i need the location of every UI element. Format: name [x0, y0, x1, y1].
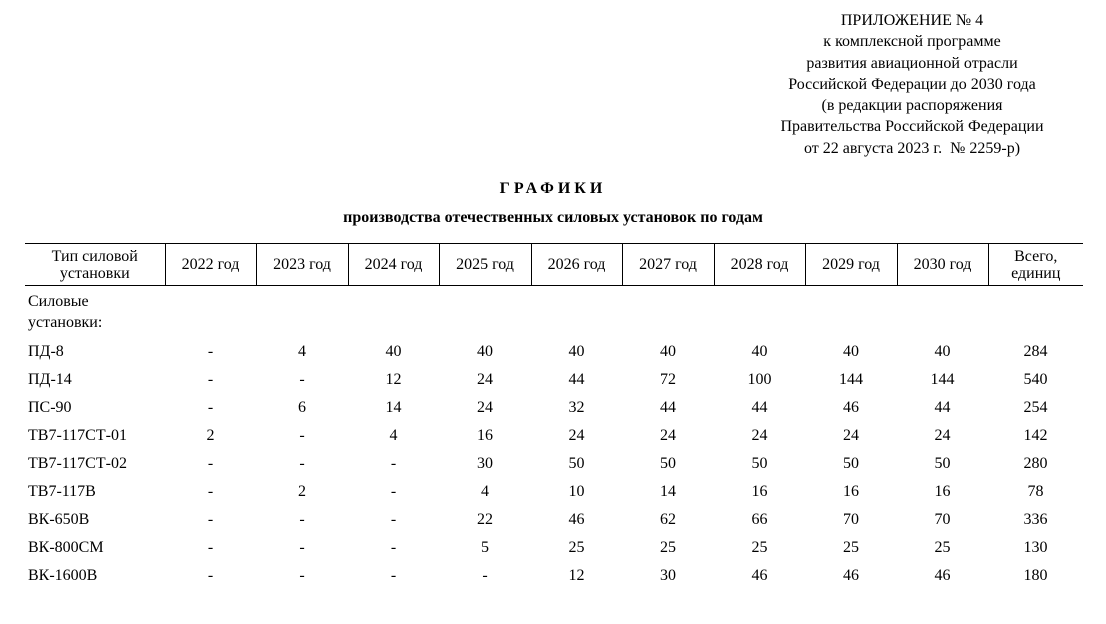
- year-value-cell: 5: [481, 539, 489, 556]
- year-value-cell: 40: [660, 343, 676, 360]
- year-value-cell: 24: [477, 399, 493, 416]
- column-header: 2026 год: [531, 244, 622, 286]
- year-value-cell: -: [207, 483, 214, 500]
- year-value-cell: 24: [568, 427, 585, 444]
- year-value-cell: 100: [747, 371, 772, 388]
- table-row: [25, 394, 1083, 422]
- year-value-cell: -: [299, 455, 305, 472]
- year-value-cell: 44: [660, 399, 676, 416]
- year-value-cell: 25: [660, 539, 676, 556]
- year-value-cell: -: [390, 511, 397, 528]
- year-value-cell: -: [299, 511, 305, 528]
- annex-line: (в редакции распоряжения: [821, 97, 1003, 115]
- year-value-cell: 24: [660, 427, 676, 444]
- year-value-cell: 46: [843, 567, 859, 584]
- table-row: [25, 422, 1083, 450]
- engine-name-cell: ТВ7-117СТ-02: [28, 455, 127, 472]
- year-value-cell: 40: [385, 343, 402, 360]
- year-value-cell: -: [207, 511, 214, 528]
- table-row: [25, 478, 1083, 506]
- year-value-cell: 44: [568, 371, 585, 388]
- year-value-cell: -: [390, 455, 397, 472]
- annex-line: от 22 августа 2023 г. № 2259-р): [803, 139, 1021, 157]
- year-value-cell: -: [482, 567, 488, 584]
- year-value-cell: 10: [568, 483, 585, 500]
- year-value-cell: 46: [934, 567, 951, 584]
- section-label: Силовые установки:: [28, 293, 103, 331]
- engine-name-cell: ПС-90: [28, 399, 72, 416]
- section-row: [25, 286, 1083, 339]
- column-header: 2030 год: [897, 244, 988, 286]
- year-value-cell: -: [207, 539, 214, 556]
- year-value-cell: -: [299, 371, 305, 388]
- total-cell: 78: [1027, 483, 1044, 500]
- year-value-cell: 50: [660, 455, 676, 472]
- year-value-cell: -: [207, 343, 214, 360]
- engine-name-cell: ТВ7-117СТ-01: [28, 427, 127, 444]
- column-header: 2029 год: [805, 244, 897, 286]
- year-value-cell: 14: [660, 483, 676, 500]
- engine-name-cell: ВК-800СМ: [28, 539, 104, 556]
- year-value-cell: -: [390, 567, 397, 584]
- annex-line: ПРИЛОЖЕНИЕ № 4: [840, 12, 984, 29]
- year-value-cell: 6: [298, 399, 306, 416]
- column-header: Тип силовой установки: [25, 244, 165, 286]
- year-value-cell: 144: [930, 371, 955, 388]
- year-value-cell: 30: [660, 567, 676, 584]
- year-value-cell: 66: [751, 511, 768, 528]
- column-header: Всего, единиц: [988, 244, 1083, 286]
- year-value-cell: 30: [477, 455, 493, 472]
- year-value-cell: 50: [934, 455, 951, 472]
- year-value-cell: -: [299, 427, 305, 444]
- year-value-cell: 50: [751, 455, 768, 472]
- year-value-cell: 16: [751, 483, 768, 500]
- total-cell: 142: [1023, 427, 1048, 444]
- year-value-cell: 46: [843, 399, 859, 416]
- total-cell: 336: [1023, 511, 1048, 528]
- year-value-cell: 50: [568, 455, 585, 472]
- year-value-cell: 16: [843, 483, 859, 500]
- column-header: 2022 год: [165, 244, 256, 286]
- table-row: [25, 562, 1083, 590]
- year-value-cell: 46: [568, 511, 585, 528]
- year-value-cell: 50: [843, 455, 859, 472]
- annex-header: [740, 10, 1084, 159]
- table-header-row: [25, 244, 1083, 286]
- total-cell: 180: [1023, 567, 1048, 584]
- annex-line: Российской Федерации до 2030 года: [788, 75, 1036, 93]
- total-cell: 284: [1023, 343, 1048, 360]
- year-value-cell: 72: [660, 371, 676, 388]
- year-value-cell: 40: [843, 343, 859, 360]
- table-row: [25, 338, 1083, 366]
- year-value-cell: 70: [934, 511, 951, 528]
- year-value-cell: -: [390, 539, 397, 556]
- engine-name-cell: ВК-650В: [28, 511, 90, 528]
- year-value-cell: 25: [934, 539, 951, 556]
- year-value-cell: 25: [843, 539, 859, 556]
- year-value-cell: 44: [934, 399, 951, 416]
- year-value-cell: 16: [477, 427, 493, 444]
- year-value-cell: 40: [934, 343, 951, 360]
- year-value-cell: -: [207, 567, 214, 584]
- table-row: [25, 506, 1083, 534]
- year-value-cell: 40: [568, 343, 585, 360]
- year-value-cell: 62: [660, 511, 676, 528]
- year-value-cell: 25: [751, 539, 768, 556]
- table-row: [25, 450, 1083, 478]
- production-schedule-table: [25, 243, 1083, 590]
- year-value-cell: 24: [477, 371, 493, 388]
- year-value-cell: 12: [385, 371, 402, 388]
- year-value-cell: 24: [843, 427, 859, 444]
- engine-name-cell: ВК-1600В: [28, 567, 98, 584]
- year-value-cell: -: [207, 455, 214, 472]
- year-value-cell: 4: [481, 483, 489, 500]
- document-title: ГРАФИКИ: [499, 180, 607, 197]
- year-value-cell: 2: [298, 483, 306, 500]
- annex-line: Правительства Российской Федерации: [780, 118, 1044, 136]
- year-value-cell: 40: [751, 343, 768, 360]
- year-value-cell: 4: [389, 427, 398, 444]
- table-row: [25, 534, 1083, 562]
- year-value-cell: 2: [206, 427, 215, 444]
- year-value-cell: 46: [751, 567, 768, 584]
- year-value-cell: 24: [934, 427, 951, 444]
- annex-line: развития авиационной отрасли: [806, 54, 1018, 72]
- year-value-cell: 12: [568, 567, 585, 584]
- year-value-cell: 14: [385, 399, 402, 416]
- year-value-cell: 16: [934, 483, 951, 500]
- annex-line: к комплексной программе: [823, 33, 1001, 51]
- year-value-cell: 44: [751, 399, 768, 416]
- column-header: 2024 год: [348, 244, 439, 286]
- column-header: 2027 год: [622, 244, 714, 286]
- year-value-cell: 32: [568, 399, 585, 416]
- total-cell: 540: [1023, 371, 1048, 388]
- year-value-cell: -: [207, 371, 214, 388]
- year-value-cell: -: [299, 567, 305, 584]
- total-cell: 254: [1023, 399, 1048, 416]
- year-value-cell: -: [207, 399, 214, 416]
- engine-name-cell: ПД-14: [28, 371, 72, 388]
- column-header: 2023 год: [256, 244, 348, 286]
- year-value-cell: 144: [839, 371, 863, 388]
- year-value-cell: 22: [477, 511, 493, 528]
- total-cell: 130: [1023, 539, 1048, 556]
- document-subtitle: производства отечественных силовых установок по годам: [343, 209, 763, 226]
- year-value-cell: 25: [568, 539, 585, 556]
- engine-name-cell: ПД-8: [28, 343, 64, 360]
- year-value-cell: 24: [751, 427, 768, 444]
- year-value-cell: 4: [298, 343, 306, 360]
- year-value-cell: -: [299, 539, 305, 556]
- engine-name-cell: ТВ7-117В: [28, 483, 96, 500]
- table-row: [25, 366, 1083, 394]
- year-value-cell: 40: [477, 343, 493, 360]
- column-header: 2025 год: [439, 244, 531, 286]
- column-header: 2028 год: [714, 244, 805, 286]
- year-value-cell: 70: [843, 511, 859, 528]
- year-value-cell: -: [390, 483, 397, 500]
- total-cell: 280: [1023, 455, 1048, 472]
